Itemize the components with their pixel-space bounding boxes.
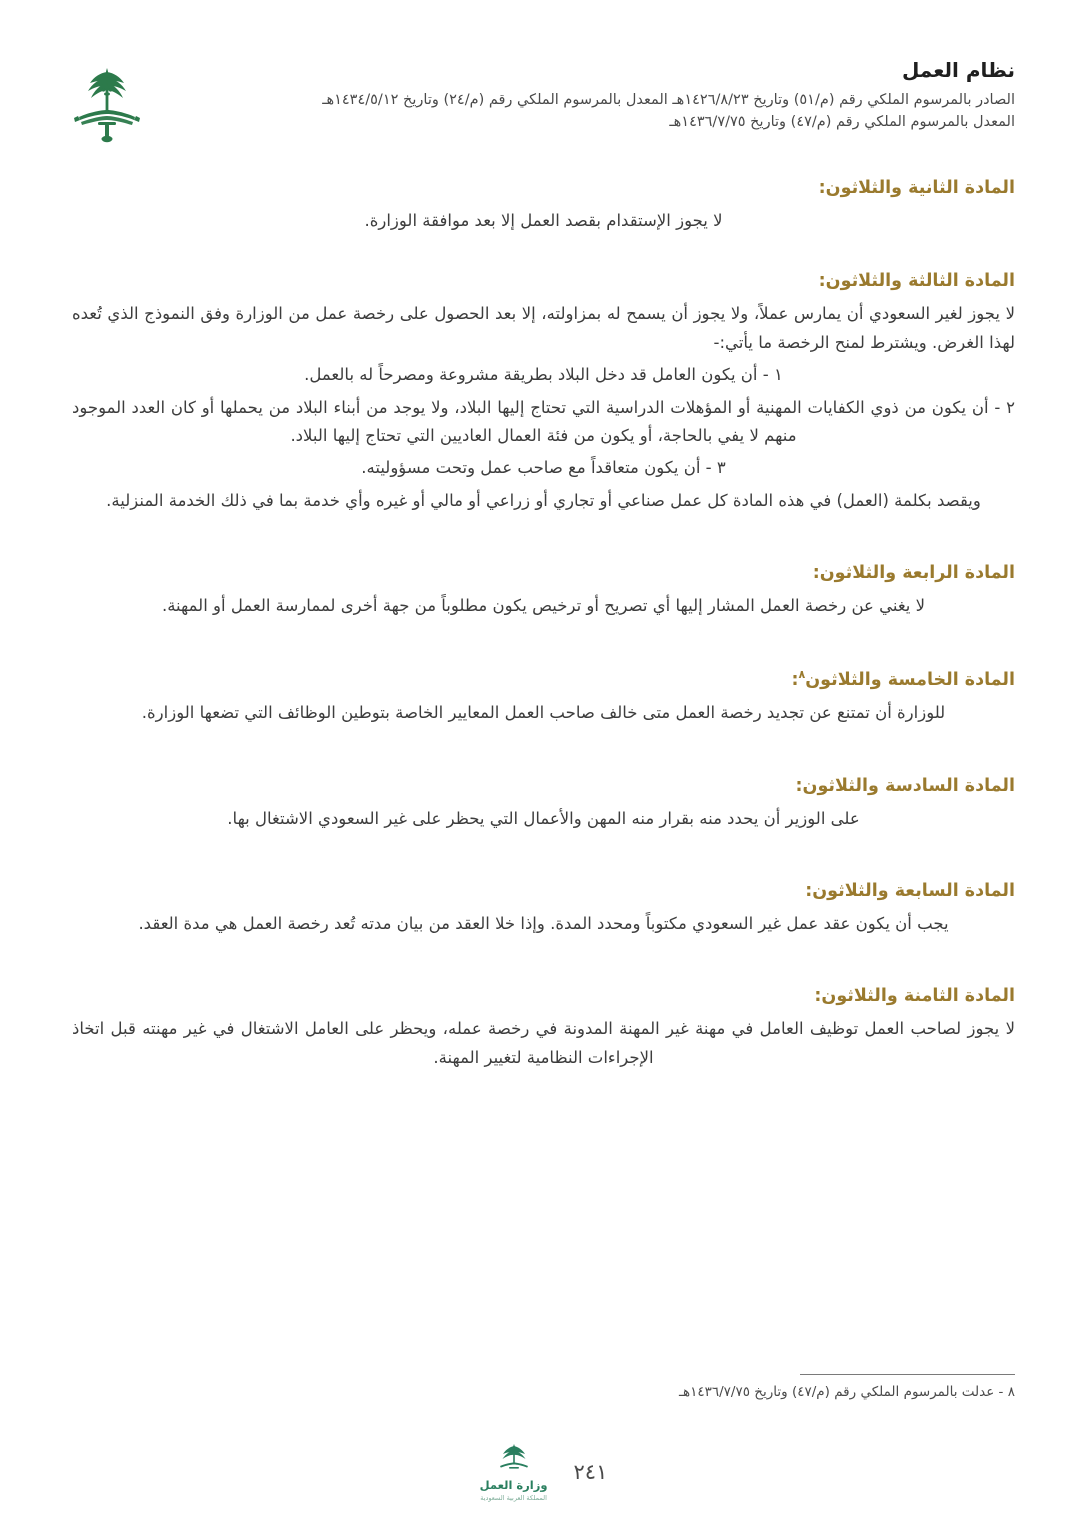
article-37-paragraph-1: يجب أن يكون عقد عمل غير السعودي مكتوباً ومحدد المدة. وإذا خلا العقد من بيان مدته تُعد رخصة العمل هي مدة العقد.: [138, 913, 949, 933]
spacer: [72, 646, 1015, 668]
article-34-paragraph-1: لا يغني عن رخصة العمل المشار إليها أي تصريح أو ترخيص يكون مطلوباً من جهة أخرى لممارسة العمل أو المهنة.: [161, 596, 926, 615]
document-content: [72, 178, 1015, 1072]
ministry-name: وزارة العمل: [479, 1478, 548, 1492]
article-33-title: المادة الثالثة والثلاثون:: [818, 271, 1015, 292]
article-35-title-colon: :: [791, 670, 799, 691]
article-35-body: [72, 699, 1015, 727]
article-33-paragraph-1: لا يجوز لغير السعودي أن يمارس عملاً، ولا يجوز أن يسمح له بمزاولته، إلا بعد الحصول على رخصة عمل من الوزارة وفق النموذج الذي تُعده لهذا الغرض. ويشترط لمنح الرخصة ما يأتي:-: [72, 304, 1015, 352]
spacer: [72, 964, 1015, 986]
article-34-title: المادة الرابعة والثلاثون:: [812, 563, 1015, 583]
article-38-title: المادة الثامنة والثلاثون:: [814, 986, 1015, 1007]
article-33-list-item-2: ٢ - أن يكون من ذوي الكفايات المهنية أو المؤهلات الدراسية التي تحتاج إليها البلاد، ولا يوجد من أبناء البلاد من يحملها أو كان العدد الموجود منهم لا يفي بالحاجة، أو يكون من فئة العمال العاديين التي تحتاج إليها البلاد.: [72, 397, 1015, 445]
article-38-paragraph-1: لا يجوز لصاحب العمل توظيف العامل في مهنة غير المهنة المدونة في رخصة عمله، ويحظر على العامل الاشتغال في غير مهنته قبل اتخاذ الإجراءات النظامية لتغيير المهنة.: [72, 1019, 1015, 1067]
article-35-title-text: المادة الخامسة والثلاثون: [805, 670, 1015, 691]
article-37-body: [72, 910, 1015, 938]
spacer: [72, 541, 1015, 563]
ministry-country: المملكة العربية السعودية: [480, 1494, 547, 1502]
article-38-body: [72, 1015, 1015, 1072]
saudi-emblem-icon: [72, 60, 142, 146]
footnote-section: [72, 1374, 1015, 1400]
document-title: نظام العمل: [901, 58, 1015, 82]
article-36: [72, 776, 1015, 833]
article-37: [72, 881, 1015, 938]
article-35-title: [72, 668, 1015, 690]
article-35-footnote-marker: ٨: [798, 668, 806, 682]
footnote-text: ٨ - عدلت بالمرسوم الملكي رقم (م/٤٧) وتاريخ ١٤٣٦/٧/٧٥هـ: [679, 1384, 1015, 1400]
article-36-body: [72, 805, 1015, 833]
article-38: [72, 986, 1015, 1072]
article-33-paragraph-2: ويقصد بكلمة (العمل) في هذه المادة كل عمل صناعي أو تجاري أو زراعي أو مالي أو غيره وأي خدمة بما في ذلك الخدمة المنزلية.: [106, 490, 981, 510]
article-37-title: المادة السابعة والثلاثون:: [805, 880, 1015, 901]
spacer: [72, 859, 1015, 881]
article-33-list-item-1: ١ - أن يكون العامل قد دخل البلاد بطريقة مشروعة ومصرحاً له بالعمل.: [304, 365, 783, 385]
article-34-body: [72, 592, 1015, 620]
page-header: [72, 0, 1015, 144]
article-32-body: [72, 207, 1015, 235]
footnote-divider: [800, 1374, 1015, 1375]
article-32-title: المادة الثانية والثلاثون:: [818, 178, 1015, 198]
spacer: [72, 754, 1015, 776]
article-34: [72, 563, 1015, 620]
document-subtitle-line-2: المعدل بالمرسوم الملكي رقم (م/٤٧) وتاريخ ١٤٣٦/٧/٧٥هـ: [669, 114, 1015, 131]
article-36-paragraph-1: على الوزير أن يحدد منه بقرار منه المهن والأعمال التي يحظر على غير السعودي الاشتغال بها.: [227, 808, 860, 828]
header-text-block: [164, 58, 1015, 134]
ministry-logo: [480, 1442, 548, 1502]
article-36-title: المادة السادسة والثلاثون:: [795, 775, 1015, 796]
palm-swords-icon: [497, 1442, 531, 1476]
article-33: [72, 271, 1015, 515]
article-32-paragraph-1: لا يجوز الإستقدام بقصد العمل إلا بعد موافقة الوزارة.: [364, 211, 723, 230]
article-33-list-item-3: ٣ - أن يكون متعاقداً مع صاحب عمل وتحت مسؤوليته.: [361, 458, 726, 478]
article-35-paragraph-1: للوزارة أن تمتنع عن تجديد رخصة العمل متى خالف صاحب العمل المعايير الخاصة بتوطين الوظائف التي تضعها الوزارة.: [141, 703, 946, 723]
page-footer: [0, 1442, 1087, 1502]
spacer: [72, 261, 1015, 271]
article-32: [72, 178, 1015, 235]
article-35: [72, 668, 1015, 727]
document-subtitle-line-1: الصادر بالمرسوم الملكي رقم (م/٥١) وتاريخ ١٤٢٦/٨/٢٣هـ المعدل بالمرسوم الملكي رقم (م/٢٤) وتاريخ ١٤٣٤/٥/١٢هـ: [322, 92, 1015, 108]
page-number: ٢٤١: [573, 1460, 608, 1484]
article-33-body: [72, 300, 1015, 515]
